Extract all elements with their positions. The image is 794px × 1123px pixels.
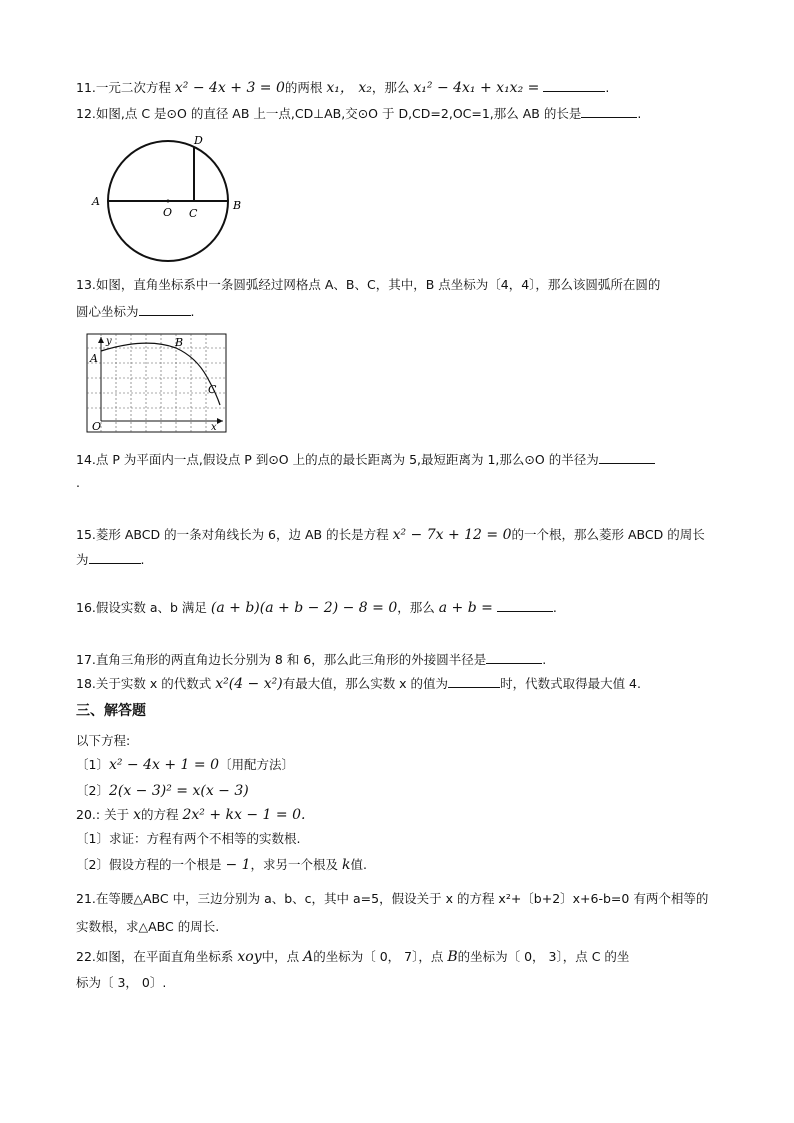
question-22-line1: 22.如图，在平面直角坐标系 xoy中，点 A的坐标为〔 0， 7〕，点 B的坐标为〔 0， 3〕，点 C 的坐 <box>76 949 630 965</box>
question-17: 17.直角三角形的两直角边长分别为 8 和 6，那么此三角形的外接圆半径是 . <box>76 652 547 667</box>
answer-blank <box>89 550 141 564</box>
answer-blank <box>543 78 605 92</box>
question-13-line1: 13.如图，直角坐标系中一条圆弧经过网格点 A、B、C，其中，B 点坐标为〔4，4〕，那么该圆弧所在圆的 <box>76 277 661 292</box>
question-14-line2: . <box>76 475 80 490</box>
question-12: 12.如图,点 C 是⊙O 的直径 AB 上一点,CD⊥AB,交⊙O 于 D,CD=2,OC=1,那么 AB 的长是 . <box>76 106 642 121</box>
answer-blank <box>448 674 500 688</box>
q16-expression: a + b = <box>438 600 493 616</box>
q19-equation-2: 2(x − 3)² = x(x − 3) <box>108 783 249 799</box>
q11-roots: x₁， x₂ <box>326 80 372 96</box>
label-o: O <box>92 420 102 433</box>
question-19-part2: 〔2〕2(x − 3)² = x(x − 3) <box>76 783 249 799</box>
label-y: y <box>106 336 112 347</box>
answer-blank <box>139 302 191 316</box>
label-d: D <box>194 134 203 147</box>
question-20-part2: 〔2〕假设方程的一个根是 − 1，求另一个根及 k值. <box>76 857 368 873</box>
circle-arc <box>101 343 220 405</box>
question-15-line2: 为 . <box>76 552 145 567</box>
label-b: B <box>233 199 242 212</box>
q20-k: k <box>342 857 351 873</box>
q20-root: − 1 <box>225 857 251 873</box>
question-19-intro: 以下方程: <box>76 733 131 748</box>
x-axis-arrow <box>217 418 223 424</box>
question-16: 16.假设实数 a、b 满足 (a + b)(a + b − 2) − 8 = 0，那么 a + b = . <box>76 600 557 616</box>
q22-xoy: xoy <box>237 949 262 965</box>
question-18: 18.关于实数 x 的代数式 x²(4 − x²)有最大值，那么实数 x 的值为 时，代数式取得最大值 4. <box>76 676 641 692</box>
question-20: 20.: 关于 x的方程 2x² + kx − 1 = 0. <box>76 807 306 823</box>
q12-circle-figure <box>88 128 258 288</box>
question-15-line1: 15.菱形 ABCD 的一条对角线长为 6，边 AB 的长是方程 x² − 7x + 12 = 0的一个根，那么菱形 ABCD 的周长 <box>76 527 705 543</box>
question-20-part1: 〔1〕求证：方程有两个不相等的实数根. <box>76 831 301 846</box>
question-22-line2: 标为〔 3， 0〕. <box>76 975 167 990</box>
q22-point-a: A <box>303 949 314 965</box>
label-x: x <box>211 422 217 433</box>
q22-point-b: B <box>447 949 458 965</box>
label-a: A <box>90 352 98 365</box>
label-a: A <box>92 195 100 208</box>
question-11: 11.一元二次方程 x² − 4x + 3 = 0的两根 x₁， x₂，那么 x₁² − 4x₁ + x₁x₂ = . <box>76 80 610 96</box>
label-o: O <box>163 206 173 219</box>
answer-blank <box>581 104 637 118</box>
y-axis-arrow <box>98 337 104 343</box>
question-21-line2: 实数根，求△ABC 的周长. <box>76 919 220 934</box>
label-c: C <box>208 383 217 396</box>
label-c: C <box>189 207 198 220</box>
q11-expression: x₁² − 4x₁ + x₁x₂ = <box>413 80 540 96</box>
q20-equation: 2x² + kx − 1 = 0. <box>182 807 306 823</box>
q18-expression: x²(4 − x²) <box>215 676 283 692</box>
answer-blank <box>486 650 542 664</box>
q11-equation: x² − 4x + 3 = 0 <box>174 80 285 96</box>
section-heading: 三、解答题 <box>76 703 146 719</box>
label-b: B <box>175 336 184 349</box>
q20-var: x <box>133 807 141 823</box>
question-13-line2: 圆心坐标为 . <box>76 304 195 319</box>
q13-grid-figure <box>86 333 228 435</box>
answer-blank <box>497 598 553 612</box>
q16-equation: (a + b)(a + b − 2) − 8 = 0 <box>210 600 398 616</box>
q15-equation: x² − 7x + 12 = 0 <box>392 527 512 543</box>
question-19-part1: 〔1〕x² − 4x + 1 = 0〔用配方法〕 <box>76 757 294 773</box>
q19-equation-1: x² − 4x + 1 = 0 <box>108 757 219 773</box>
answer-blank <box>599 450 655 464</box>
question-14-line1: 14.点 P 为平面内一点,假设点 P 到⊙O 上的点的最长距离为 5,最短距离为 1,那么⊙O 的半径为 <box>76 450 655 469</box>
question-21-line1: 21.在等腰△ABC 中，三边分别为 a、b、c，其中 a=5，假设关于 x 的方程 x²+〔b+2〕x+6-b=0 有两个相等的 <box>76 891 709 906</box>
center-point <box>167 200 170 203</box>
